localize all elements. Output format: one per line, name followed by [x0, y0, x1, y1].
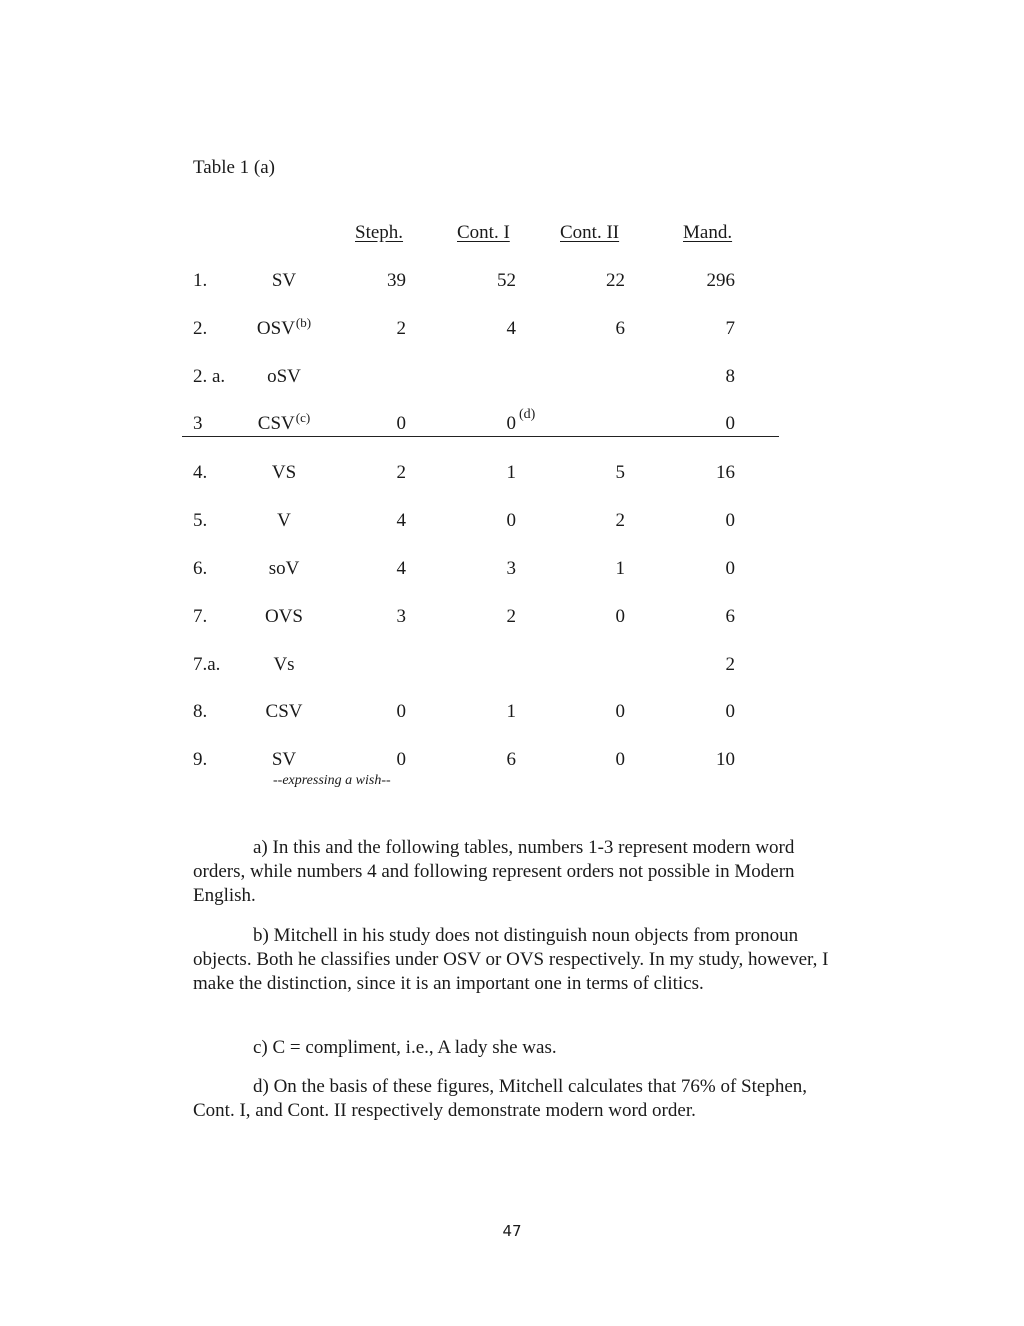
cell-cont2 [606, 270, 625, 292]
cell-steph [397, 749, 407, 771]
cell-cont1 [507, 749, 517, 771]
cell-value: 0 [725, 701, 735, 722]
cell-value: 1 [506, 701, 516, 722]
cell-mand [726, 366, 736, 388]
table-row [0, 270, 1024, 300]
cell-value: 6 [725, 606, 735, 627]
cell-mand [726, 654, 736, 676]
cell-mand [716, 749, 735, 771]
cell-value: 2 [725, 654, 735, 675]
cell-value: 0 [725, 510, 735, 531]
cell-mand [707, 270, 736, 292]
row-label [244, 366, 324, 388]
cell-cont2 [616, 558, 626, 580]
row-label [244, 270, 324, 292]
cell-steph [397, 462, 407, 484]
cell-value: 16 [716, 462, 735, 483]
cell-steph [397, 701, 407, 723]
cell-value: 0 [615, 749, 625, 770]
table-row [0, 462, 1024, 492]
cell-cont1 [507, 318, 517, 340]
cell-steph [387, 270, 406, 292]
cell-value: 8 [725, 366, 735, 387]
cell-value: 22 [606, 270, 625, 291]
row-number: 2. a. [193, 366, 226, 387]
footnote-marker: (c) [295, 410, 311, 425]
footnote-b: b) Mitchell in his study does not distinguish noun objects from pronoun objects. Both he classifies under OSV or OVS respectively. In my study, however, I make the distinction, since it is an important one in terms of clitics. [193, 925, 829, 994]
cell-cont2 [616, 701, 626, 723]
table-row [0, 510, 1024, 540]
cell-value: 2 [396, 318, 406, 339]
cell-mand [726, 510, 736, 532]
cell-value: 6 [615, 318, 625, 339]
row-label-text: CSV [265, 701, 303, 722]
column-header-cont2: Cont. II [560, 222, 620, 243]
cell-value: 39 [387, 270, 406, 291]
cell-value: 0 [396, 413, 406, 434]
cell-value: 3 [396, 606, 406, 627]
cell-value: 5 [615, 462, 625, 483]
row-number: 7. [193, 606, 208, 627]
cell-value: 7 [725, 318, 735, 339]
table-row [0, 407, 1024, 443]
cell-value: 2 [615, 510, 625, 531]
table-divider [182, 436, 779, 437]
cell-cont1 [507, 510, 517, 532]
cell-value: 0 [396, 701, 406, 722]
cell-value: 2 [396, 462, 406, 483]
cell-cont1 [507, 462, 517, 484]
table-row [0, 366, 1024, 396]
row-number: 6. [193, 558, 208, 579]
row-number: 5. [193, 510, 208, 531]
row-label-text: VS [271, 462, 297, 483]
cell-cont1 [507, 701, 517, 723]
cell-cont2 [616, 606, 626, 628]
cell-steph [397, 510, 407, 532]
row-label [244, 749, 324, 771]
row-label [244, 701, 324, 723]
cell-value: 1 [615, 558, 625, 579]
cell-cont1 [497, 270, 516, 292]
table-row [0, 654, 1024, 684]
table-row [0, 606, 1024, 636]
row-number: 7.a. [193, 654, 221, 675]
cell-value: 6 [506, 749, 516, 770]
cell-mand [726, 606, 736, 628]
table-row [0, 558, 1024, 588]
page-number: 47 [502, 1222, 522, 1240]
cell-value: 296 [706, 270, 735, 291]
row-label [244, 315, 324, 340]
row-label [244, 606, 324, 628]
footnote-marker: (b) [295, 315, 312, 330]
row-label [244, 410, 324, 435]
cell-value: 52 [497, 270, 516, 291]
row-number: 9. [193, 749, 208, 770]
cell-steph [397, 558, 407, 580]
cell-value: 0 [725, 558, 735, 579]
cell-cont1 [507, 558, 517, 580]
cell-mand [716, 462, 735, 484]
row-number: 1. [193, 270, 208, 291]
column-header-cont1: Cont. I [457, 222, 510, 243]
row-label-text: oSV [267, 366, 301, 387]
cell-value: 0 [615, 606, 625, 627]
row-label-text: soV [268, 558, 300, 579]
cell-cont2 [616, 462, 626, 484]
cell-value: 4 [396, 558, 406, 579]
cell-cont2 [616, 510, 626, 532]
row-number: 4. [193, 462, 208, 483]
row-number: 2. [193, 318, 208, 339]
cell-value: 1 [506, 462, 516, 483]
cell-mand [726, 701, 736, 723]
cell-cont1 [507, 606, 517, 628]
cell-mand [726, 558, 736, 580]
footnote-a: a) In this and the following tables, numbers 1-3 represent modern word orders, while numbers 4 and following represent orders not possible in Modern English. [193, 837, 795, 906]
row-number: 3 [193, 413, 203, 434]
cell-value: 0 [396, 749, 406, 770]
cell-steph [397, 606, 407, 628]
table-row [0, 701, 1024, 731]
row-label [244, 654, 324, 676]
row-label-text: OVS [264, 606, 303, 627]
row-number: 8. [193, 701, 208, 722]
cell-steph [397, 318, 407, 340]
column-header-mand: Mand. [683, 222, 733, 243]
cell-value: 0 [506, 510, 516, 531]
footnote-d: d) On the basis of these figures, Mitchell calculates that 76% of Stephen, Cont. I, and Cont. II respectively demonstrate modern word order. [193, 1076, 808, 1121]
cell-value: 10 [716, 749, 735, 770]
cell-value: 4 [506, 318, 516, 339]
row-label-text: SV [271, 749, 297, 770]
cell-value: 0 [615, 701, 625, 722]
cell-steph [397, 413, 407, 435]
cell-value: 3 [506, 558, 516, 579]
table-row [0, 749, 1024, 779]
row-label [244, 462, 324, 484]
row-label-text: V [277, 510, 291, 531]
row-label-text: Vs [273, 654, 295, 675]
cell-cont2 [616, 749, 626, 771]
column-header-steph: Steph. [355, 222, 404, 243]
table-title: Table 1 (a) [193, 157, 276, 178]
cell-value: 0 [506, 413, 516, 434]
cell-value: 2 [506, 606, 516, 627]
cell-value: 0 [725, 413, 735, 434]
row-label [244, 510, 324, 532]
cell-value: 4 [396, 510, 406, 531]
row-label-text: CSV [257, 413, 295, 434]
cell-mand [726, 318, 736, 340]
cell-mand [726, 413, 736, 435]
row-note: --expressing a wish-- [273, 773, 391, 788]
row-label [244, 558, 324, 580]
row-label-text: OSV [256, 318, 295, 339]
row-label-text: SV [271, 270, 297, 291]
cell-cont2 [616, 318, 626, 340]
footnote-c: c) C = compliment, i.e., A lady she was. [253, 1037, 557, 1058]
footnote-marker: (d) [519, 407, 536, 422]
table-row [0, 315, 1024, 348]
cell-cont1 [507, 413, 517, 435]
